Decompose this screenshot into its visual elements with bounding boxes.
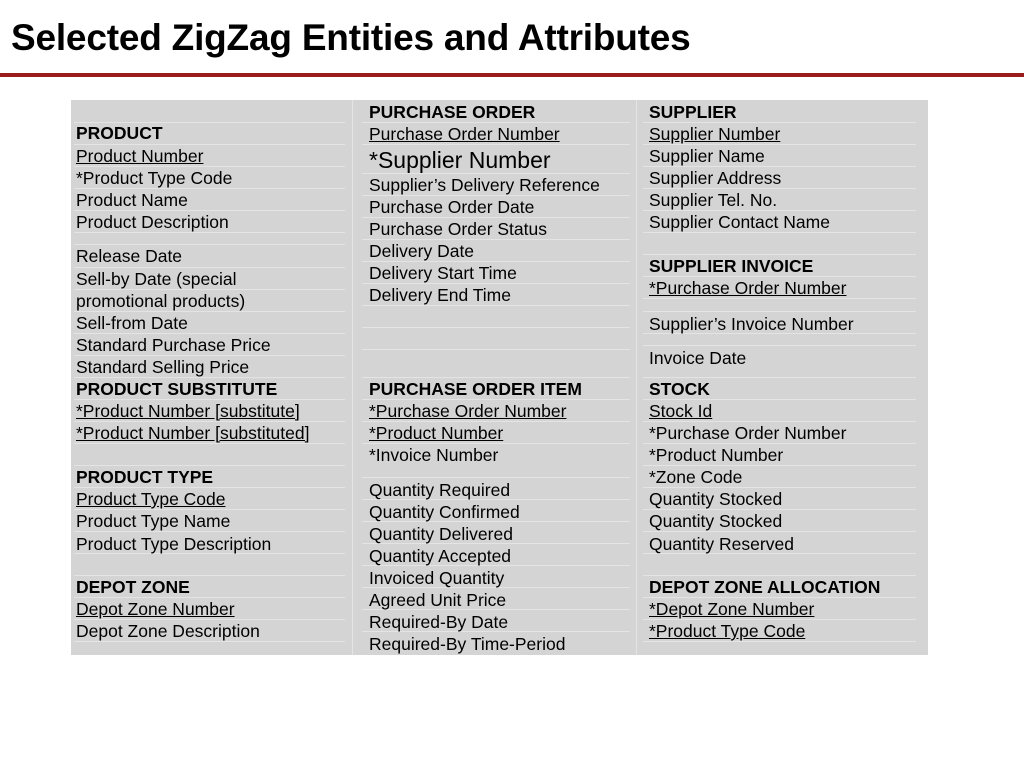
slide-title: Selected ZigZag Entities and Attributes xyxy=(11,17,691,58)
attribute: Quantity Required xyxy=(369,480,511,500)
attribute: Sell-from Date xyxy=(76,313,188,333)
key-attribute: Supplier Number xyxy=(649,124,781,144)
row-divider xyxy=(362,349,630,350)
key-attribute: Product Number xyxy=(76,146,204,166)
key-attribute: Stock Id xyxy=(649,401,713,421)
key-attribute: *Product Number xyxy=(369,423,504,443)
entity-name: DEPOT ZONE ALLOCATION xyxy=(649,577,881,597)
attribute: *Product Number xyxy=(649,445,784,465)
attribute: Required-By Date xyxy=(369,612,509,632)
attribute: Standard Selling Price xyxy=(76,357,250,377)
row-divider xyxy=(362,327,630,328)
attribute: Purchase Order Date xyxy=(369,197,535,217)
attribute: Product Type Description xyxy=(76,534,272,554)
attribute: Depot Zone Description xyxy=(76,621,260,641)
row-divider xyxy=(362,477,630,478)
entity-name: SUPPLIER xyxy=(649,102,737,122)
entity-name: DEPOT ZONE xyxy=(76,577,190,597)
entity-name: SUPPLIER INVOICE xyxy=(649,256,814,276)
attribute: promotional products) xyxy=(76,291,246,311)
attribute: Required-By Time-Period xyxy=(369,634,566,654)
entity-name: PURCHASE ORDER ITEM xyxy=(369,379,582,399)
key-attribute: *Product Type Code xyxy=(649,621,806,641)
attribute: Sell-by Date (special xyxy=(76,269,237,289)
attribute: Product Type Name xyxy=(76,511,231,531)
key-attribute: *Product Number [substitute] xyxy=(76,401,300,421)
attribute: *Invoice Number xyxy=(369,445,499,465)
attribute: Agreed Unit Price xyxy=(369,590,507,610)
entity-name: PRODUCT xyxy=(76,123,163,143)
attribute: Supplier’s Delivery Reference xyxy=(369,175,600,195)
attribute: *Product Type Code xyxy=(76,168,233,188)
attribute: Release Date xyxy=(76,246,183,266)
key-attribute: Depot Zone Number xyxy=(76,599,235,619)
column-separator xyxy=(352,100,353,655)
key-attribute: Product Type Code xyxy=(76,489,226,509)
key-attribute: *Depot Zone Number xyxy=(649,599,815,619)
attribute: Product Description xyxy=(76,212,229,232)
attribute: Supplier’s Invoice Number xyxy=(649,314,854,334)
attribute: Product Name xyxy=(76,190,188,210)
attribute: Purchase Order Status xyxy=(369,219,547,239)
attribute: Delivery Date xyxy=(369,241,475,261)
attribute: Supplier Name xyxy=(649,146,765,166)
title-rule xyxy=(0,73,1024,77)
column-separator xyxy=(636,100,637,655)
attribute: Quantity Stocked xyxy=(649,489,783,509)
attribute: Delivery End Time xyxy=(369,285,511,305)
key-attribute: *Purchase Order Number xyxy=(649,278,847,298)
attribute: Invoice Date xyxy=(649,348,747,368)
attribute: Quantity Confirmed xyxy=(369,502,520,522)
key-attribute: *Product Number [substituted] xyxy=(76,423,310,443)
attribute: Invoiced Quantity xyxy=(369,568,505,588)
attribute: Quantity Reserved xyxy=(649,534,794,554)
attribute: *Zone Code xyxy=(649,467,743,487)
attribute: *Supplier Number xyxy=(369,147,551,173)
attribute: Quantity Delivered xyxy=(369,524,513,544)
entity-name: STOCK xyxy=(649,379,710,399)
attribute: Standard Purchase Price xyxy=(76,335,271,355)
attribute: Delivery Start Time xyxy=(369,263,517,283)
attribute: Quantity Accepted xyxy=(369,546,512,566)
attribute: *Purchase Order Number xyxy=(649,423,847,443)
attribute: Supplier Contact Name xyxy=(649,212,830,232)
entity-name: PURCHASE ORDER xyxy=(369,102,536,122)
attribute: Supplier Tel. No. xyxy=(649,190,778,210)
attribute: Quantity Stocked xyxy=(649,511,783,531)
attribute: Supplier Address xyxy=(649,168,782,188)
key-attribute: *Purchase Order Number xyxy=(369,401,567,421)
entity-name: PRODUCT SUBSTITUTE xyxy=(76,379,278,399)
row-divider xyxy=(643,311,916,312)
row-divider xyxy=(643,345,916,346)
entity-name: PRODUCT TYPE xyxy=(76,467,214,487)
key-attribute: Purchase Order Number xyxy=(369,124,560,144)
